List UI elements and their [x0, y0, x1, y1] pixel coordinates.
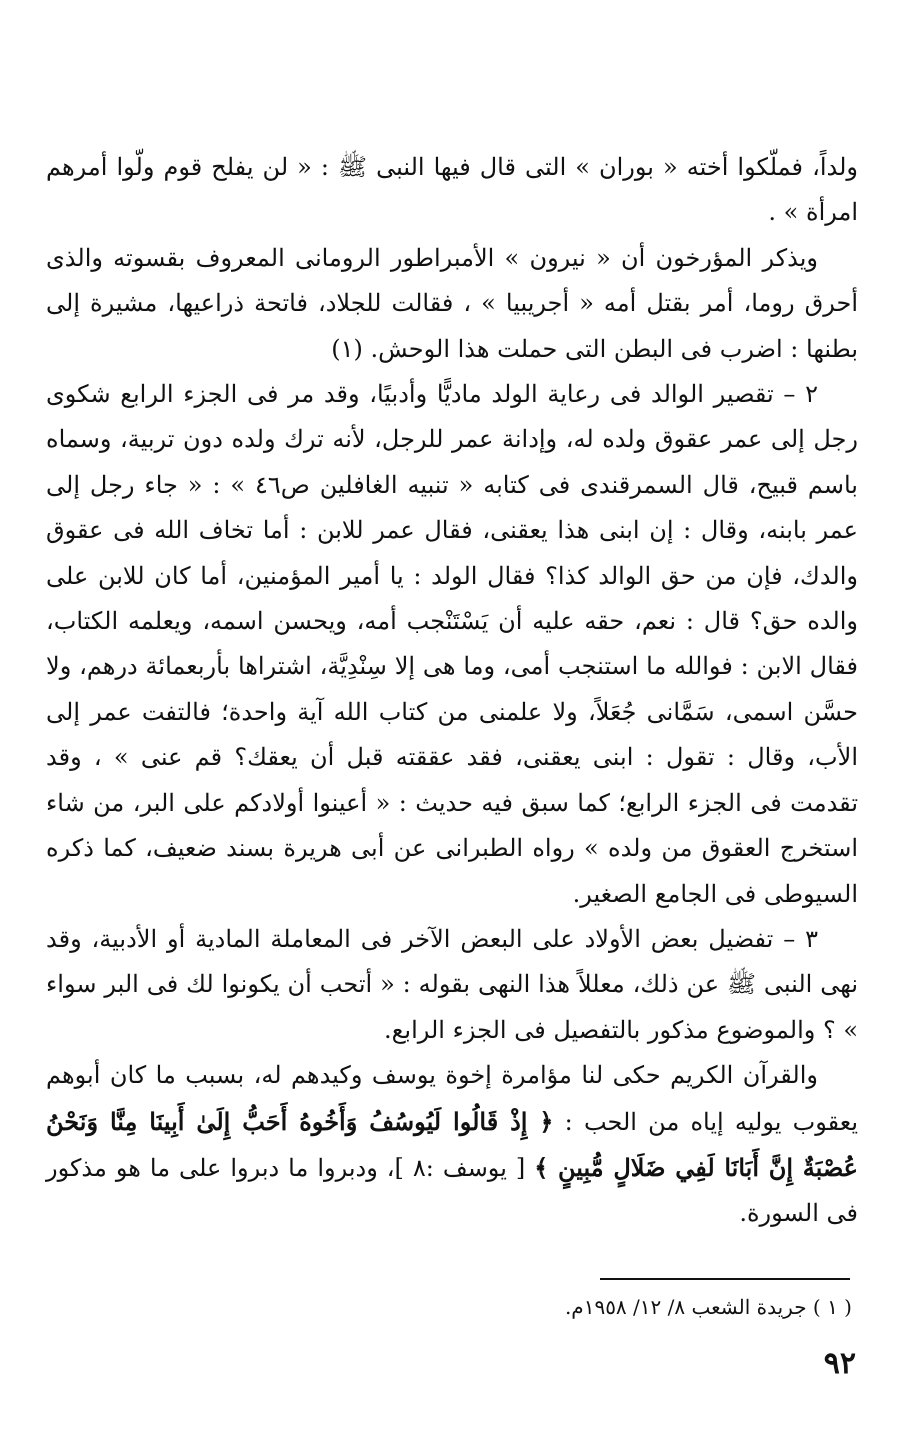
paragraph-5 — [46, 1053, 858, 1237]
footnote-divider — [600, 1278, 850, 1280]
paragraph-3: ٢ – تقصير الوالد فى رعاية الولد ماديًّا وأدبيًا، وقد مر فى الجزء الرابع شكوى رجل إلى عمر عقوق ولده له، وإدانة عمر للرجل، لأنه ترك ولده دون تربية، وسماه باسم قبيح، قال السمرقندى فى كتابه « تنبيه الغافلين ص٤٦ » : « جاء رجل إلى عمر بابنه، وقال : إن ابنى هذا يعقنى، فقال عمر للابن : أما تخاف الله فى عقوق والدك، فإن من حق الوالد كذا؟ فقال الولد : يا أمير المؤمنين، أما كان للابن على والده حق؟ قال : نعم، حقه عليه أن يَسْتَنْجب أمه، ويحسن اسمه، ويعلمه الكتاب، فقال الابن : فوالله ما استنجب أمى، وما هى إلا سِنْدِيَّة، اشتراها بأربعمائة درهم، ولا حسَّن اسمى، سَمَّانى جُعَلاً، ولا علمنى من كتاب الله آية واحدة؛ فالتفت عمر إلى الأب، وقال : تقول : ابنى يعقنى، فقد عققته قبل أن يعقك؟ قم عنى » ، وقد تقدمت فى الجزء الرابع؛ كما سبق فيه حديث : « أعينوا أولادكم على البر، من شاء استخرج العقوق من ولده » رواه الطبرانى عن أبى هريرة بسند ضعيف، كما ذكره السيوطى فى الجامع الصغير. — [46, 380, 858, 908]
body-text — [46, 145, 858, 1237]
page-number: ٩٢ — [823, 1346, 856, 1381]
paragraph-4: ٣ – تفضيل بعض الأولاد على البعض الآخر فى المعاملة المادية أو الأدبية، وقد نهى النبى ﷺ عن ذلك، معللاً هذا النهى بقوله : « أتحب أن يكونوا لك فى البر سواء » ؟ والموضوع مذكور بالتفصيل فى الجزء الرابع. — [46, 924, 858, 1044]
quran-verse: ﴿ إِذْ قَالُوا لَيُوسُفُ وَأَخُوهُ أَحَبُّ إِلَىٰ أَبِينَا مِنَّا وَنَحْنُ عُصْبَةٌ إِنَّ أَبَانَا لَفِي ضَلَالٍ مُّبِينٍ ﴾ — [46, 1106, 858, 1182]
paragraph-5-ending: [ يوسف :٨ ]، ودبروا ما دبروا على ما هو مذكور فى السورة. — [46, 1153, 858, 1228]
paragraph-2: ويذكر المؤرخون أن « نيرون » الأمبراطور الرومانى المعروف بقسوته والذى أحرق روما، أمر بقتل أمه « أجريبيا » ، فقالت للجلاد، فاتحة ذراعيها، مشيرة إلى بطنها : اضرب فى البطن التى حملت هذا الوحش. (١) — [46, 243, 858, 363]
paragraph-1: ولداً، فملّكوا أخته « بوران » التى قال فيها النبى ﷺ : « لن يفلح قوم ولّوا أمرهم امرأة » . — [46, 153, 858, 227]
footnote: ( ١ ) جريدة الشعب ٨/ ١٢/ ١٩٥٨م. — [564, 1295, 852, 1319]
paragraph-5-intro: والقرآن الكريم حكى لنا مؤامرة إخوة يوسف وكيدهم له، بسبب ما كان أبوهم يعقوب يوليه إياه من الحب : — [46, 1061, 858, 1136]
